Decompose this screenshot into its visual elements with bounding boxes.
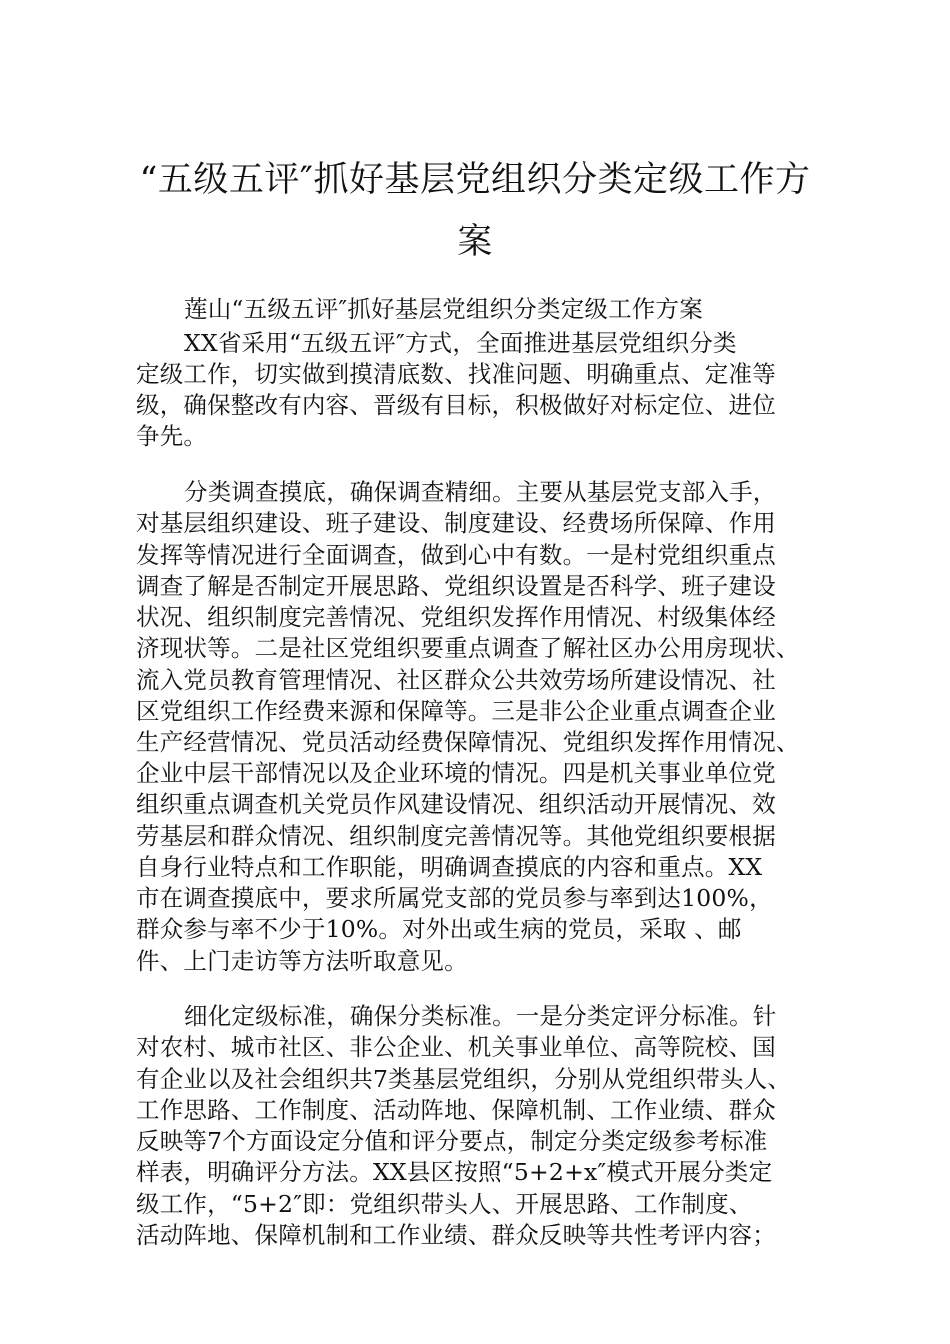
body-line: 区党组织工作经费来源和保障等。三是非公企业重点调查企业: [136, 697, 776, 725]
document-title-line-1: “五级五评″抓好基层党组织分类定级工作方: [139, 160, 811, 200]
body-line: 反映等7个方面设定分值和评分要点，制定分类定级参考标准: [136, 1127, 768, 1155]
body-line: 细化定级标准，确保分类标准。一是分类定评分标准。针: [184, 1002, 777, 1030]
body-line: 对基层组织建设、班子建设、制度建设、经费场所保障、作用: [136, 509, 776, 537]
body-line: 组织重点调查机关党员作风建设情况、组织活动开展情况、效: [136, 790, 776, 818]
body-line: 有企业以及社会组织共7类基层党组织，分别从党组织带头人、: [136, 1065, 792, 1093]
body-line: 级工作，“5+2″即：党组织带头人、开展思路、工作制度、: [136, 1190, 753, 1218]
body-line: 生产经营情况、党员活动经费保障情况、党组织发挥作用情况、: [136, 728, 800, 756]
body-line: 自身行业特点和工作职能，明确调查摸底的内容和重点。XX: [136, 853, 763, 881]
body-line: XX省采用“五级五评″方式，全面推进基层党组织分类: [184, 329, 737, 357]
body-line: 分类调查摸底，确保调查精细。主要从基层党支部入手，: [184, 478, 777, 506]
body-line: 调查了解是否制定开展思路、党组织设置是否科学、班子建设: [136, 572, 776, 600]
body-line: 企业中层干部情况以及企业环境的情况。四是机关事业单位党: [136, 759, 776, 787]
body-line: 活动阵地、保障机制和工作业绩、群众反映等共性考评内容；: [136, 1221, 776, 1249]
body-line: 争先。: [136, 422, 208, 450]
body-line: 莲山“五级五评″抓好基层党组织分类定级工作方案: [184, 295, 703, 323]
body-line: 状况、组织制度完善情况、党组织发挥作用情况、村级集体经: [136, 603, 776, 631]
body-line: 级，确保整改有内容、晋级有目标，积极做好对标定位、进位: [136, 391, 776, 419]
body-line: 流入党员教育管理情况、社区群众公共效劳场所建设情况、社: [136, 666, 776, 694]
body-line: 样表，明确评分方法。XX县区按照“5+2+x″模式开展分类定: [136, 1158, 773, 1186]
body-line: 件、上门走访等方法听取意见。: [136, 947, 468, 975]
body-line: 济现状等。二是社区党组织要重点调查了解社区办公用房现状、: [136, 634, 800, 662]
document-title-line-2: 案: [457, 222, 493, 262]
body-line: 工作思路、工作制度、活动阵地、保障机制、工作业绩、群众: [136, 1096, 776, 1124]
body-line: 群众参与率不少于10%。对外出或生病的党员，采取 、邮: [136, 915, 742, 943]
body-line: 对农村、城市社区、非公企业、机关事业单位、高等院校、国: [136, 1033, 776, 1061]
body-line: 发挥等情况进行全面调查，做到心中有数。一是村党组织重点: [136, 541, 776, 569]
body-line: 劳基层和群众情况、组织制度完善情况等。其他党组织要根据: [136, 822, 776, 850]
body-line: 市在调查摸底中，要求所属党支部的党员参与率到达100%，: [136, 884, 773, 912]
body-line: 定级工作，切实做到摸清底数、找准问题、明确重点、定准等: [136, 360, 776, 388]
